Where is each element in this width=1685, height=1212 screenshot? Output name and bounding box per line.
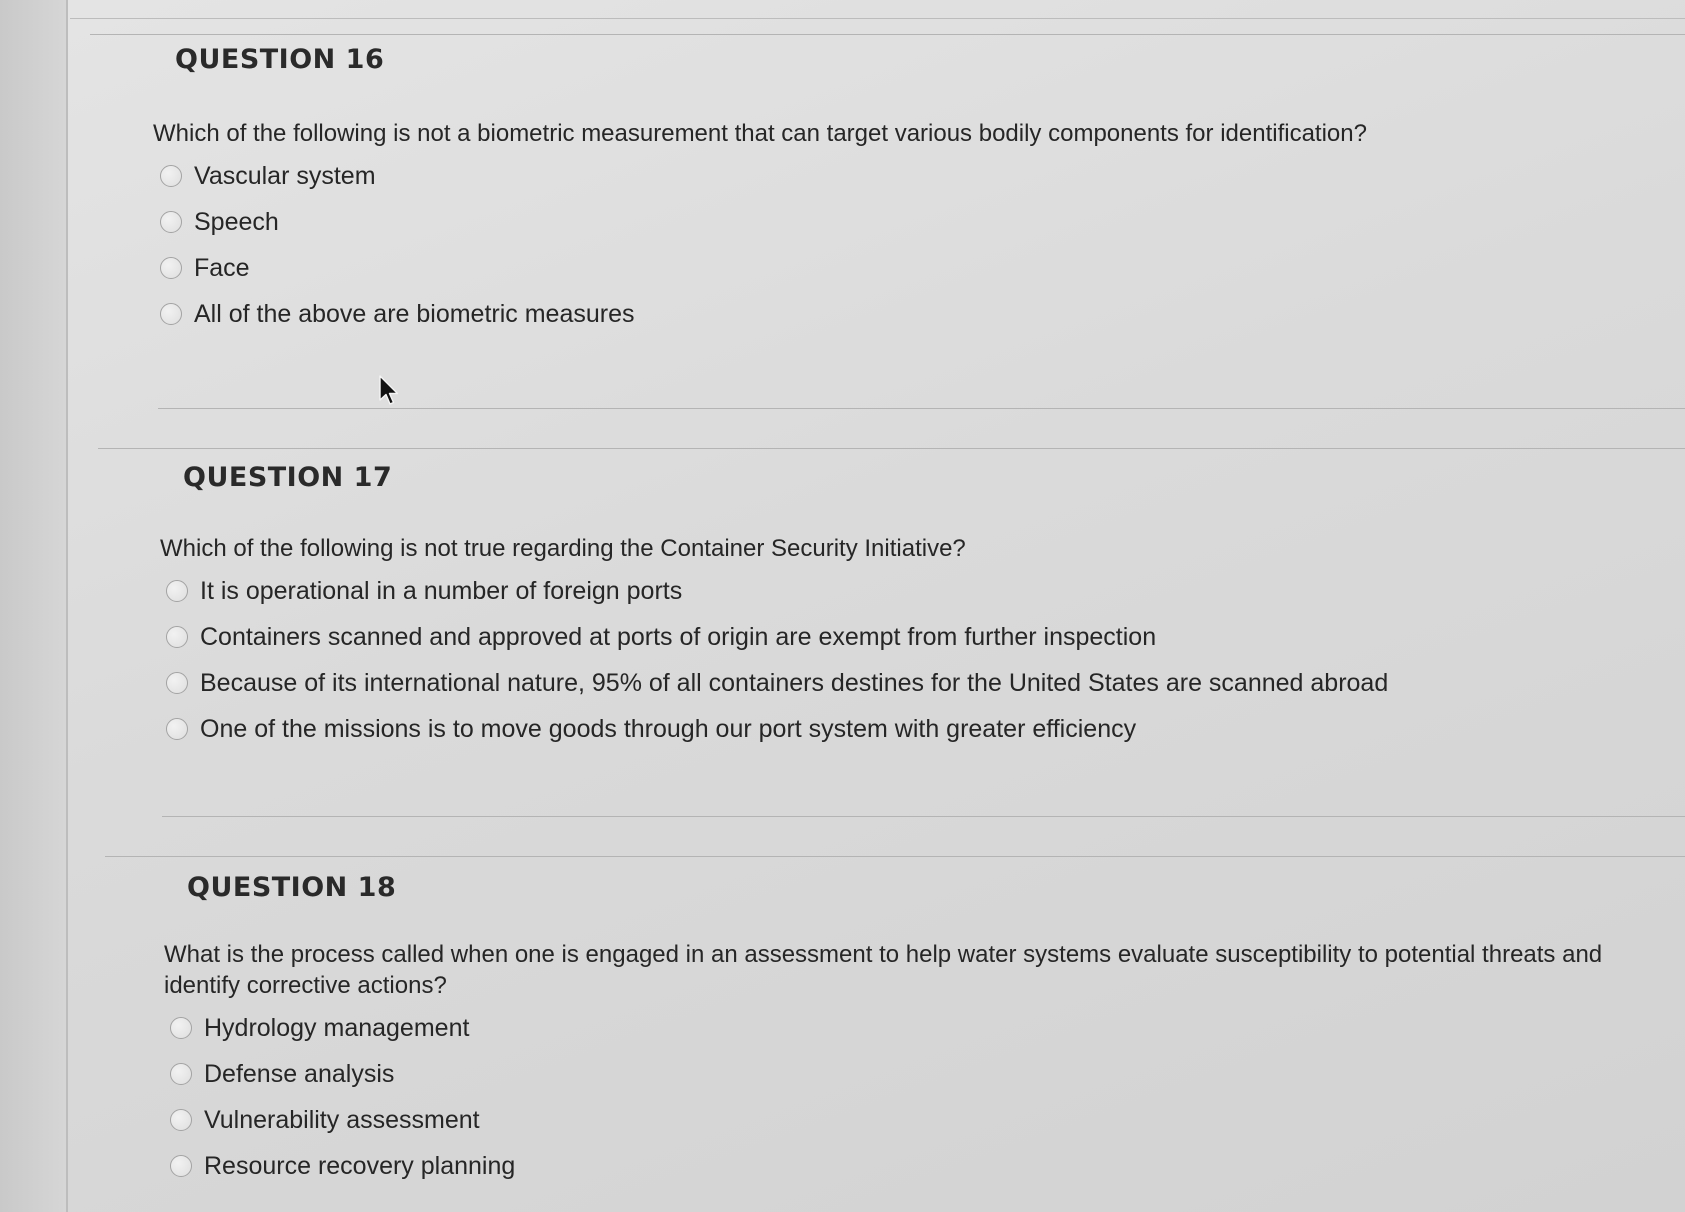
question-prompt: What is the process called when one is engaged in an assessment to help water systems evaluate susceptibility to potential threats and identify corrective actions? [164, 941, 1603, 999]
answer-option-label[interactable]: Resource recovery planning [204, 1151, 516, 1180]
answer-option[interactable] [160, 199, 635, 245]
radio-button-icon[interactable] [166, 626, 188, 648]
question-divider [98, 448, 1685, 449]
answer-option[interactable] [160, 153, 635, 199]
radio-button-icon[interactable] [170, 1063, 192, 1085]
answer-options [160, 153, 635, 337]
question-prompt: Which of the following is not a biometric measurement that can target various bodily components for identification? [153, 120, 1367, 147]
answer-option-label[interactable]: Vascular system [194, 161, 376, 190]
radio-button-icon[interactable] [160, 165, 182, 187]
answer-option[interactable] [166, 706, 1388, 752]
left-gutter [0, 0, 68, 1212]
answer-option-label[interactable]: Because of its international nature, 95% of all containers destines for the United States are scanned abroad [200, 668, 1389, 697]
radio-button-icon[interactable] [170, 1109, 192, 1131]
question-heading: QUESTION 16 [175, 44, 385, 75]
answer-option-label[interactable]: Face [194, 253, 250, 282]
answer-option-label[interactable]: One of the missions is to move goods through our port system with greater efficiency [200, 714, 1137, 743]
answer-option[interactable] [170, 1005, 515, 1051]
answer-option-label[interactable]: It is operational in a number of foreign ports [200, 576, 683, 605]
answer-option[interactable] [160, 245, 635, 291]
answer-option-label[interactable]: All of the above are biometric measures [194, 299, 635, 328]
answer-option-label[interactable]: Containers scanned and approved at ports of origin are exempt from further inspection [200, 622, 1157, 651]
radio-button-icon[interactable] [170, 1155, 192, 1177]
radio-button-icon[interactable] [160, 211, 182, 233]
radio-button-icon[interactable] [170, 1017, 192, 1039]
answer-option[interactable] [166, 660, 1388, 706]
question-divider [105, 856, 1685, 857]
answer-options [166, 568, 1388, 752]
answer-option[interactable] [170, 1143, 515, 1189]
answer-option-label[interactable]: Defense analysis [204, 1059, 395, 1088]
radio-button-icon[interactable] [160, 257, 182, 279]
mouse-pointer-icon [378, 375, 402, 409]
answer-option[interactable] [170, 1097, 515, 1143]
answer-options [170, 1005, 515, 1189]
radio-button-icon[interactable] [166, 580, 188, 602]
answer-option-label[interactable]: Hydrology management [204, 1013, 470, 1042]
answer-option-label[interactable]: Speech [194, 207, 279, 236]
top-edge-divider [70, 0, 1685, 19]
question-prompt: Which of the following is not true regarding the Container Security Initiative? [160, 535, 966, 562]
radio-button-icon[interactable] [166, 672, 188, 694]
radio-button-icon[interactable] [160, 303, 182, 325]
question-end-divider [162, 816, 1685, 817]
question-heading: QUESTION 18 [187, 872, 397, 903]
question-divider [90, 34, 1685, 35]
answer-option[interactable] [166, 614, 1388, 660]
radio-button-icon[interactable] [166, 718, 188, 740]
answer-option[interactable] [166, 568, 1388, 614]
answer-option[interactable] [160, 291, 635, 337]
question-heading: QUESTION 17 [183, 462, 393, 493]
answer-option-label[interactable]: Vulnerability assessment [204, 1105, 480, 1134]
answer-option[interactable] [170, 1051, 515, 1097]
